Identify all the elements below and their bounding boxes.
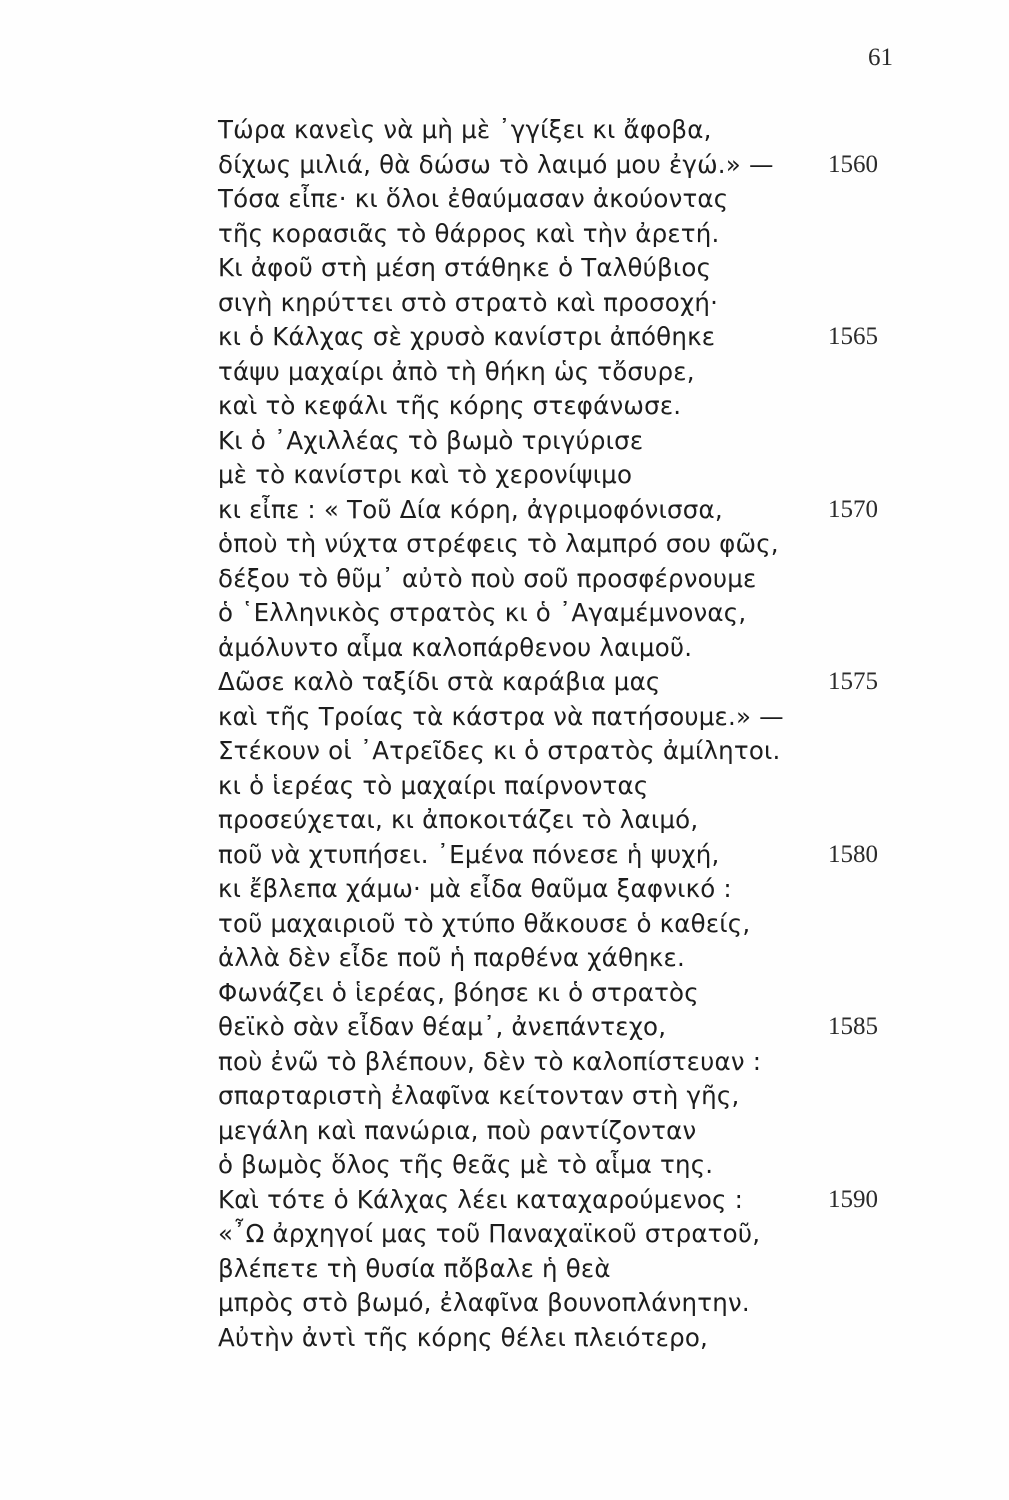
verse-line: Αὐτὴν ἀντὶ τῆς κόρης θέλει πλειότερο,: [218, 1322, 709, 1352]
verse-line: καὶ τῆς Τροίας τὰ κάστρα νὰ πατήσουμε.» —: [218, 701, 784, 731]
line-number-1565: 1565: [828, 323, 878, 350]
verse-line: δίχως μιλιά, θὰ δώσω τὸ λαιμό μου ἐγώ.» —: [218, 149, 774, 179]
page-number: 61: [868, 44, 893, 71]
verse-line: κι εἶπε : « Τοῦ Δία κόρη, ἀγριμοφόνισσα,: [218, 494, 723, 524]
verse-line: καὶ τὸ κεφάλι τῆς κόρης στεφάνωσε.: [218, 391, 682, 420]
verse-line: ὁ βωμὸς ὅλος τῆς θεᾶς μὲ τὸ αἷμα της.: [218, 1150, 714, 1179]
verse-line: «῏Ω ἀρχηγοί μας τοῦ Παναχαϊκοῦ στρατοῦ,: [218, 1219, 761, 1248]
verse-line: προσεύχεται, κι ἀποκοιτάζει τὸ λαιμό,: [218, 805, 699, 834]
line-number-1575: 1575: [828, 668, 878, 695]
verse-line: κι ἔβλεπα χάμω· μὰ εἶδα θαῦμα ξαφνικό :: [218, 874, 732, 903]
line-number-1560: 1560: [828, 150, 878, 178]
line-number-1580: 1580: [828, 840, 878, 868]
verse-line: κι ὁ ἱερέας τὸ μαχαίρι παίρνοντας: [218, 770, 649, 800]
verse-line: ὁποὺ τὴ νύχτα στρέφεις τὸ λαμπρό σου φῶς,: [218, 529, 779, 558]
verse-line: δέξου τὸ θῦμ᾿ αὐτὸ ποὺ σοῦ προσφέρνουμε: [218, 563, 757, 593]
line-number-1585: 1585: [828, 1013, 878, 1040]
verse-line: βλέπετε τὴ θυσία πὄβαλε ἡ θεὰ: [218, 1253, 611, 1283]
verse-line: ὁ ῾Ελληνικὸς στρατὸς κι ὁ ᾿Αγαμέμνονας,: [218, 598, 747, 627]
verse-line: ποῦ νὰ χτυπήσει. ᾿Εμένα πόνεσε ἡ ψυχή,: [218, 839, 720, 869]
verse-text: [218, 113, 784, 1355]
verse-line: κι ὁ Κάλχας σὲ χρυσὸ κανίστρι ἀπόθηκε: [218, 322, 716, 351]
verse-line: τάψυ μαχαίρι ἀπὸ τὴ θήκη ὡς τὄσυρε,: [218, 356, 695, 386]
verse-line: μὲ τὸ κανίστρι καὶ τὸ χερονίψιμο: [218, 460, 633, 489]
verse-line: μπρὸς στὸ βωμό, ἐλαφῖνα βουνοπλάνητην.: [218, 1288, 750, 1317]
verse-line: σπαρταριστὴ ἐλαφῖνα κείτονταν στὴ γῆς,: [218, 1081, 740, 1110]
line-number-1590: 1590: [828, 1185, 878, 1213]
verse-line: ἀλλὰ δὲν εἶδε ποῦ ἡ παρθένα χάθηκε.: [218, 943, 685, 972]
verse-line: Φωνάζει ὁ ἱερέας, βόησε κι ὁ στρατὸς: [218, 977, 699, 1007]
verse-line: Καὶ τότε ὁ Κάλχας λέει καταχαρούμενος :: [218, 1184, 744, 1214]
verse-line: Κι ἀφοῦ στὴ μέση στάθηκε ὁ Ταλθύβιος: [218, 253, 712, 282]
line-number-1570: 1570: [828, 495, 878, 523]
verse-line: Κι ὁ ᾿Αχιλλέας τὸ βωμὸ τριγύρισε: [218, 425, 644, 455]
verse-line: τοῦ μαχαιριοῦ τὸ χτύπο θἄκουσε ὁ καθείς,: [218, 908, 751, 938]
verse-line: σιγὴ κηρύττει στὸ στρατὸ καὶ προσοχή·: [218, 287, 719, 317]
verse-line: μεγάλη καὶ πανώρια, ποὺ ραντίζονταν: [218, 1115, 697, 1145]
verse-line: τῆς κορασιᾶς τὸ θάρρος καὶ τὴν ἀρετή.: [218, 218, 720, 248]
verse-line: Τόσα εἶπε· κι ὅλοι ἐθαύμασαν ἀκούοντας: [218, 184, 729, 213]
verse-line: ἀμόλυντο αἷμα καλοπάρθενου λαιμοῦ.: [218, 632, 693, 662]
verse-line: Στέκουν οἱ ᾿Ατρεῖδες κι ὁ στρατὸς ἀμίλητοι.: [218, 736, 781, 765]
verse-line: Τώρα κανεὶς νὰ μὴ μὲ ᾿γγίξει κι ἄφοβα,: [218, 115, 712, 144]
verse-line: Δῶσε καλὸ ταξίδι στὰ καράβια μας: [218, 667, 661, 696]
verse-line: θεϊκὸ σὰν εἶδαν θέαμ᾿, ἀνεπάντεχο,: [218, 1012, 667, 1041]
verse-line: ποὺ ἐνῶ τὸ βλέπουν, δὲν τὸ καλοπίστευαν :: [218, 1046, 762, 1076]
